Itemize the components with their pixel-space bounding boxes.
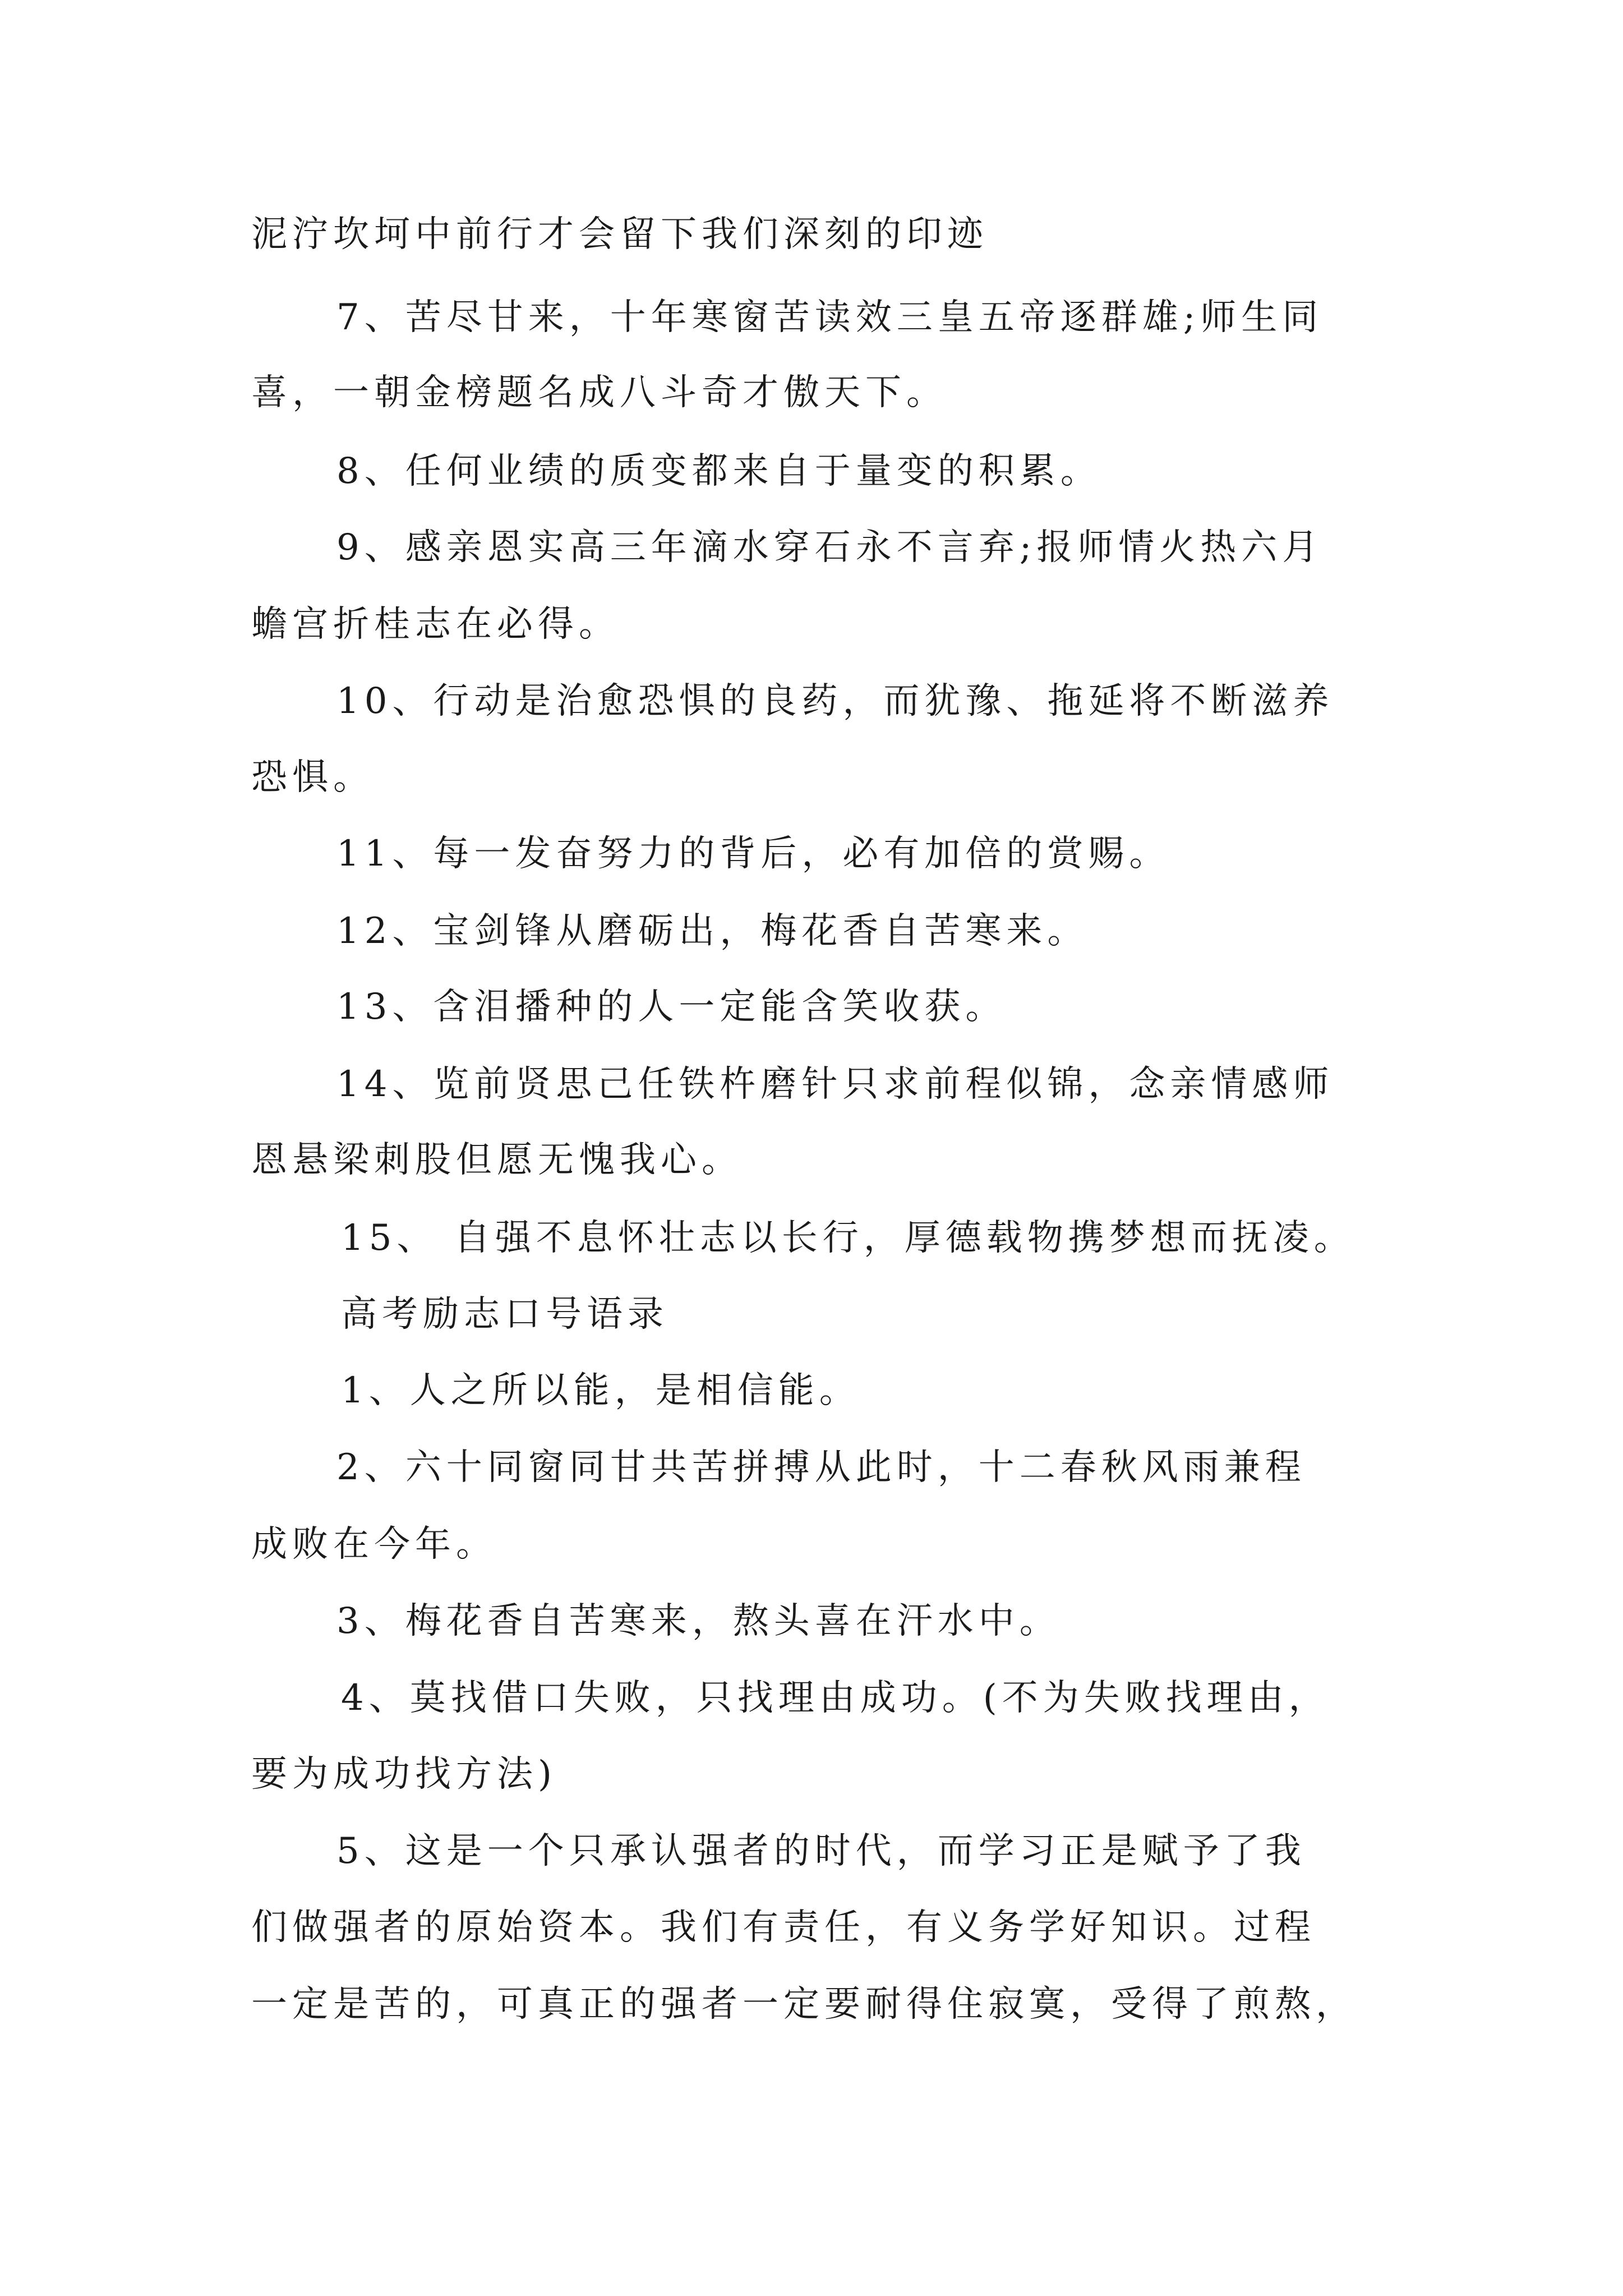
list-item-5: 5、这是一个只承认强者的时代，而学习正是赋予了我 [336, 1830, 1306, 1872]
text-line: 恩悬梁刺股但愿无愧我心。 [251, 1139, 743, 1181]
list-item-2: 2、六十同窗同甘共苦拼搏从此时，十二春秋风雨兼程 [336, 1447, 1306, 1488]
list-item-8: 8、任何业绩的质变都来自于量变的积累。 [336, 450, 1101, 492]
list-item-1: 1、人之所以能，是相信能。 [341, 1370, 860, 1411]
text-line: 一定是苦的，可真正的强者一定要耐得住寂寞，受得了煎熬， [251, 1984, 1357, 2025]
list-item-15: 15、 自强不息怀壮志以长行，厚德载物携梦想而抚凌。 [341, 1217, 1355, 1259]
list-item-13: 13、含泪播种的人一定能含笑收获。 [336, 986, 1007, 1028]
list-item-3: 3、梅花香自苦寒来，熬头喜在汗水中。 [336, 1600, 1061, 1642]
list-item-11: 11、每一发奋努力的背后，必有加倍的赏赐。 [336, 833, 1170, 875]
text-line: 们做强者的原始资本。我们有责任，有义务学好知识。过程 [251, 1907, 1316, 1948]
text-line: 喜，一朝金榜题名成八斗奇才傲天下。 [251, 372, 947, 413]
section-heading: 高考励志口号语录 [341, 1294, 668, 1335]
text-line: 要为成功找方法) [251, 1754, 557, 1795]
list-item-12: 12、宝剑锋从磨砺出，梅花香自苦寒来。 [336, 910, 1089, 952]
list-item-4: 4、莫找借口失败，只找理由成功。(不为失败找理由， [341, 1677, 1330, 1719]
text-line: 蟾宫折桂志在必得。 [251, 604, 620, 645]
list-item-10: 10、行动是治愈恐惧的良药，而犹豫、拖延将不断滋养 [336, 680, 1334, 722]
text-line: 恐惧。 [251, 757, 374, 798]
list-item-7: 7、苦尽甘来，十年寒窗苦读效三皇五帝逐群雄;师生同 [336, 297, 1324, 338]
list-item-14: 14、览前贤思己任铁杵磨针只求前程似锦，念亲情感师 [336, 1064, 1334, 1105]
text-line: 泥泞坎坷中前行才会留下我们深刻的印迹 [251, 214, 988, 255]
text-line: 成败在今年。 [251, 1524, 497, 1565]
list-item-9: 9、感亲恩实高三年滴水穿石永不言弃;报师情火热六月 [336, 527, 1324, 568]
